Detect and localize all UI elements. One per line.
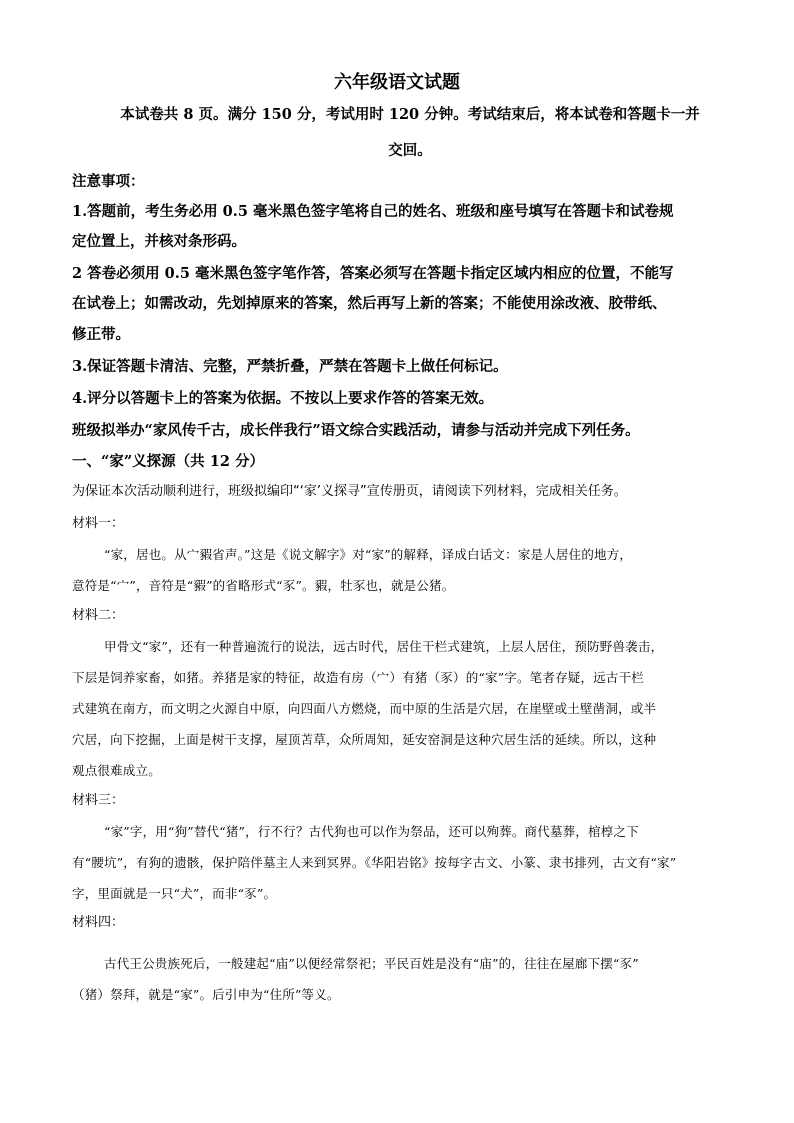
material-text-line: 穴居，向下挖掘，上面是树干支撑，屋顶苫草，众所周知，延安窑洞是这种穴居生活的延续。所以，这种 xyxy=(72,732,657,747)
material-text-line: 有“腰坑”，有狗的遗骸，保护陪伴墓主人来到冥界。《华阳岩铭》按每字古文、小篆、隶书排列，古文有“家” xyxy=(72,855,677,870)
material-text-line: 意符是“宀”，音符是“豭”的省略形式“豕”。豭，牡豕也，就是公猪。 xyxy=(72,578,455,593)
material-label: 材料三： xyxy=(72,793,125,808)
notice-line: 4.评分以答题卡上的答案为依据。不按以上要求作答的答案无效。 xyxy=(72,390,494,407)
material-text-line: 下层是饲养家畜，如猪。养猪是家的特征，故造有房（宀）有猪（豕）的“家”字。笔者存疑，远古干栏 xyxy=(72,670,644,685)
activity-statement: 班级拟举办“家风传千古，成长伴我行”语文综合实践活动，请参与活动并完成下列任务。 xyxy=(72,422,640,439)
material-text-line: 观点很难成立。 xyxy=(72,763,161,778)
material-label: 材料二： xyxy=(72,608,125,623)
material-label: 材料一： xyxy=(72,516,125,531)
material-text-line: （猪）祭拜，就是“家”。后引申为“住所”等义。 xyxy=(72,987,340,1002)
notice-line: 1.答题前，考生务必用 0.5 毫米黑色签字笔将自己的姓名、班级和座号填写在答题卡和试卷规 xyxy=(72,203,674,220)
section-heading: 一、“家”义探源（共 12 分） xyxy=(72,453,264,470)
material-text-line: “家，居也。从宀豭省声。”这是《说文解字》对“家”的解释，译成白话文：家是人居住的地方， xyxy=(104,547,633,562)
notice-line: 定位置上，并核对条形码。 xyxy=(72,233,246,250)
notice-heading: 注意事项： xyxy=(72,173,145,190)
intro-line-1: 本试卷共 8 页。满分 150 分，考试用时 120 分钟。考试结束后，将本试卷和答题卡一并 xyxy=(120,106,700,123)
material-text-line: “家”字，用“狗”替代“猪”，行不行？古代狗也可以作为祭品，还可以殉葬。商代墓葬，棺椁之下 xyxy=(104,824,639,839)
notice-line: 在试卷上；如需改动，先划掉原来的答案，然后再写上新的答案；不能使用涂改液、胶带纸、 xyxy=(72,295,667,312)
notice-line: 修正带。 xyxy=(72,326,130,343)
notice-line: 3.保证答题卡清洁、完整，严禁折叠，严禁在答题卡上做任何标记。 xyxy=(72,358,508,375)
section-instruction: 为保证本次活动顺利进行，班级拟编印“‘家’义探寻”宣传册页，请阅读下列材料，完成相关任务。 xyxy=(72,484,627,499)
intro-line-2: 交回。 xyxy=(388,142,432,159)
material-label: 材料四： xyxy=(72,915,125,930)
material-text-line: 字，里面就是一只“犬”，而非“豕”。 xyxy=(72,886,277,901)
page-title: 六年级语文试题 xyxy=(334,72,460,93)
material-text-line: 式建筑在南方，而文明之火源自中原，向四面八方燃烧，而中原的生活是穴居，在崖壁或土壁凿洞，或半 xyxy=(72,701,657,716)
notice-line: 2 答卷必须用 0.5 毫米黑色签字笔作答，答案必须写在答题卡指定区域内相应的位置，不能写 xyxy=(72,265,674,282)
material-text-line: 甲骨文“家”，还有一种普遍流行的说法，远古时代，居住干栏式建筑，上层人居住，预防野兽袭击， xyxy=(104,639,664,654)
material-text-line: 古代王公贵族死后，一般建起“庙”以便经常祭祀；平民百姓是没有“庙”的，往往在屋廊下摆“豕” xyxy=(104,956,639,971)
